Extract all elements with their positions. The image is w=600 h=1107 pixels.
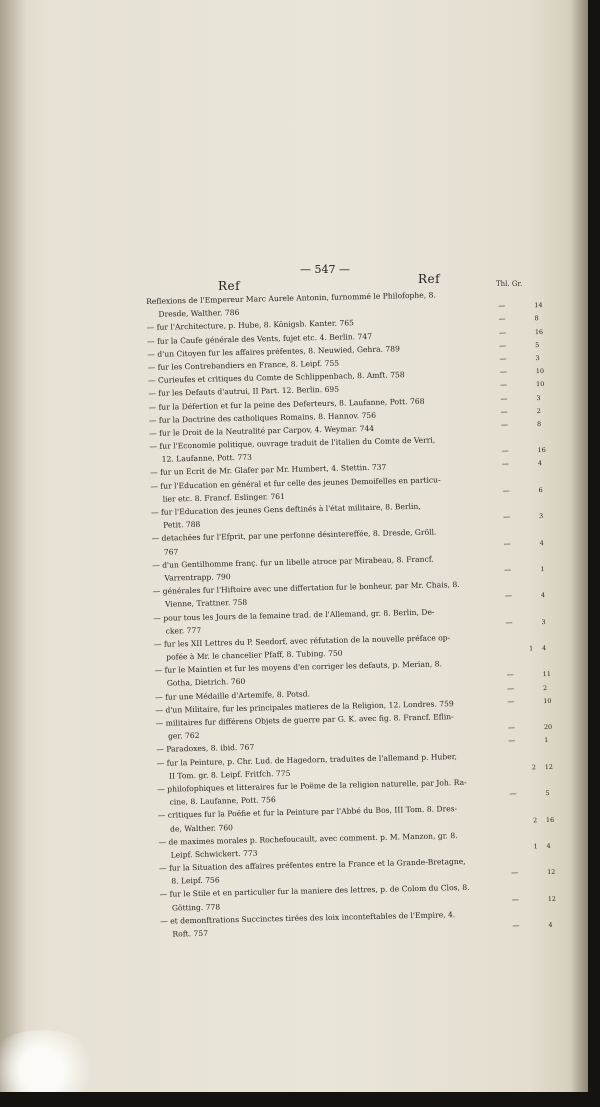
entry-groschen: 1 [540, 564, 545, 574]
entry-text: — militaires fur différens Objets de guerre par G. K. avec fig. 8. Francf. Eflin- [155, 712, 454, 728]
entry-text: — fur la Doctrine des catholiques Romains, 8. Hannov. 756 [148, 410, 377, 425]
entry-groschen: 14 [534, 301, 543, 310]
entry-dash: — [511, 868, 519, 878]
entry-groschen: 16 [534, 327, 544, 336]
entry-groschen: 4 [537, 459, 543, 468]
entry-text: Leipf. Schwickert. 773 [170, 848, 258, 860]
entry-dash: — [507, 723, 516, 733]
entry-dash: — [501, 447, 509, 456]
entry-text: Dresde, Walther. 786 [158, 308, 240, 319]
page-edge-shadow [570, 0, 588, 1092]
entry-text: Götting. 778 [171, 902, 221, 913]
entry-text: — Paradoxes, 8. ibid. 767 [156, 743, 255, 755]
entry-text: cker. 777 [165, 625, 202, 636]
entry-groschen: 3 [539, 512, 544, 521]
entry-text: — d'un Militaire, fur les principales matieres de la Religion, 12. Londres. 759 [155, 698, 454, 715]
entry-dash: — [504, 592, 513, 601]
entry-dash: — [509, 789, 517, 799]
entry-dash: — [499, 367, 507, 377]
entry-groschen: 11 [542, 670, 551, 679]
gutter-shadow [0, 0, 26, 1092]
running-head-right: Ref [418, 272, 441, 286]
entry-thaler: 2 [532, 815, 538, 824]
entry-text: — fur la Peinture, p. Chr. Lud. de Hagedorn, traduites de l'allemand p. Huber, [156, 751, 458, 768]
running-head-left: Ref [218, 279, 241, 293]
entry-text: 12. Laufanne, Pott. 773 [161, 452, 253, 464]
entry-text: — fur une Médaille d'Artemife, 8. Potsd. [155, 689, 311, 702]
entry-text: — générales fur l'Hiftoire avec une differtation fur le bonheur, par Mr. Chais, 8. [152, 580, 460, 597]
entry-text: — fur la Défertion et fur la peine des Deferteurs, 8. Laufanne, Pott. 768 [148, 396, 425, 412]
entry-dash: — [508, 737, 516, 746]
price-column-header: Thl. Gr. [496, 280, 523, 288]
entry-groschen: 5 [535, 340, 540, 349]
entry-text: — fur l'Economie politique, ouvrage traduit de l'italien du Comte de Verri, [149, 435, 436, 452]
entry-groschen: 12 [547, 894, 557, 903]
entry-groschen: 12 [544, 762, 554, 771]
entry-groschen: 4 [539, 538, 544, 547]
entry-dash: — [502, 486, 510, 495]
entry-dash: — [500, 407, 508, 416]
entry-groschen: 4 [542, 644, 547, 653]
entry-text: Gotha, Dietrich. 760 [166, 677, 246, 689]
entry-groschen: 10 [543, 696, 552, 705]
entry-groschen: 2 [542, 683, 548, 692]
entry-dash: — [504, 565, 512, 574]
entry-dash: — [506, 684, 515, 693]
entry-text: Vienne, Trattner. 758 [164, 598, 248, 609]
entry-dash: — [512, 921, 520, 930]
entry-groschen: 3 [536, 393, 541, 402]
entry-text: — fur la Situation des affaires préfentes entre la France et la Grande-Bretagne, [158, 856, 466, 873]
entry-text: 8. Leipf. 756 [171, 875, 220, 886]
entry-text: de, Walther. 760 [170, 822, 234, 834]
entry-text: — d'un Citoyen fur les affaires préfentes, 8. Neuwied, Gehra. 789 [147, 344, 400, 359]
entry-text: — de maximes morales p. Rochefoucault, avec comment. p. M. Manzon, gr. 8. [158, 830, 458, 847]
entry-dash: — [498, 302, 506, 311]
entry-dash: — [505, 618, 513, 627]
entry-dash: — [498, 328, 507, 337]
entry-groschen: 10 [536, 380, 545, 389]
entry-text: — fur les Defauts d'autrui, II Part. 12. Berlin. 695 [148, 384, 340, 399]
entry-text: Reflexions de l'Empereur Marc Aurele Antonin, furnommé le Philofophe, 8. [146, 290, 436, 306]
catalog-entries [146, 286, 557, 941]
entry-text: — fur l'Architecture, p. Hube, 8. Königsb. Kanter. 765 [146, 318, 355, 333]
entry-text: — et demonftrations Succinctes tirées des loix inconteftables de l'Empire, 4. [160, 909, 456, 926]
entry-dash: — [503, 539, 511, 548]
entry-groschen: 8 [534, 314, 539, 323]
entry-text: — fur l'Education des jeunes Gens deftinés à l'état militaire, 8. Berlin, [150, 501, 421, 517]
paper-stain [0, 1030, 102, 1092]
entry-text: ger. 762 [167, 731, 200, 741]
entry-dash: — [499, 354, 507, 363]
entry-text: — fur les Contrebandiers en France, 8. Leipf. 755 [147, 358, 340, 372]
entry-groschen: 12 [547, 868, 556, 877]
entry-dash: — [499, 341, 507, 350]
entry-thaler: 2 [531, 763, 536, 772]
entry-groschen: 8 [536, 419, 542, 429]
entry-text: II Tom. gr. 8. Leipf. Fritfch. 775 [168, 768, 291, 781]
entry-groschen: 2 [536, 406, 541, 415]
entry-text: — fur l'Education en général et fur celle des jeunes Demoifelles en particu- [150, 474, 441, 491]
entry-text: — fur la Caufe générale des Vents, fujet etc. 4. Berlin. 747 [146, 331, 373, 346]
entry-groschen: 16 [545, 815, 555, 824]
entry-text: Petit. 788 [163, 520, 201, 530]
entry-dash: — [507, 697, 515, 706]
entry-groschen: 10 [535, 367, 545, 376]
entry-dash: — [498, 315, 506, 324]
entry-text: pofée à Mr. le chancelier Pfaff, 8. Tubing. 750 [166, 648, 343, 662]
entry-groschen: 1 [544, 736, 549, 745]
entry-dash: — [500, 381, 508, 390]
entry-text: — detachées fur l'Efprit, par une perfonne désintereffée, 8. Dresde, Gröll. [151, 527, 437, 544]
entry-text: 767 [163, 546, 179, 557]
entry-groschen: 3 [541, 617, 546, 626]
entry-dash: — [506, 671, 514, 680]
entry-text: — d'un Gentilhomme franç. fur un libelle atroce par Mirabeau, 8. Francf. [152, 554, 434, 570]
entry-text: Varrentrapp. 790 [164, 572, 231, 583]
entry-dash: — [501, 460, 510, 469]
entry-thaler: 1 [529, 644, 534, 653]
entry-groschen: 6 [538, 485, 543, 494]
entry-text: — fur le Maintien et fur les moyens d'en corriger les defauts, p. Merian, 8. [154, 659, 443, 676]
entry-text: cine, 8. Laufanne, Pott. 756 [169, 795, 276, 807]
entry-groschen: 4 [548, 920, 553, 930]
entry-groschen: 5 [545, 789, 550, 798]
entry-text: — fur le Stile et en particulier fur la maniere des lettres, p. de Colom du Clos, 8. [159, 883, 470, 900]
entry-dash: — [500, 420, 509, 429]
entry-text: — fur un Ecrit de Mr. Glafer par Mr. Humbert, 4. Stettin. 737 [149, 463, 387, 478]
entry-text: — pour tous les Jours de la femaine trad. de l'Allemand, gr. 8. Berlin, De- [153, 607, 435, 623]
entry-groschen: 16 [537, 446, 546, 455]
entry-dash: — [511, 895, 519, 904]
entry-text: — philofophiques et litteraires fur le Poëme de la religion naturelle, par Joh. Ra- [157, 777, 467, 794]
entry-text: — Curieufes et critiques du Comte de Schlippenbach, 8. Amft. 758 [147, 370, 405, 386]
entry-dash: — [503, 512, 511, 522]
entry-groschen: 3 [535, 354, 540, 363]
entry-text: — fur le Droit de la Neutralité par Carpov, 4. Weymar. 744 [149, 423, 375, 438]
entry-groschen: 4 [546, 841, 551, 850]
entry-text: — fur les XII Lettres du P. Seedorf, avec réfutation de la nouvelle préface op- [153, 633, 451, 649]
entry-dash: — [500, 394, 508, 403]
page-number: — 547 — [300, 263, 350, 276]
entry-groschen: 20 [543, 723, 553, 732]
entry-groschen: 4 [540, 591, 546, 600]
entry-text: lier etc. 8. Francf. Eslinger. 761 [162, 491, 285, 504]
entry-text: Roft. 757 [172, 928, 209, 939]
entry-thaler: 1 [533, 842, 538, 851]
entry-text: — critiques fur la Poëfie et fur la Peinture par l'Abbé du Bos, III Tom. 8. Dres- [157, 804, 458, 821]
